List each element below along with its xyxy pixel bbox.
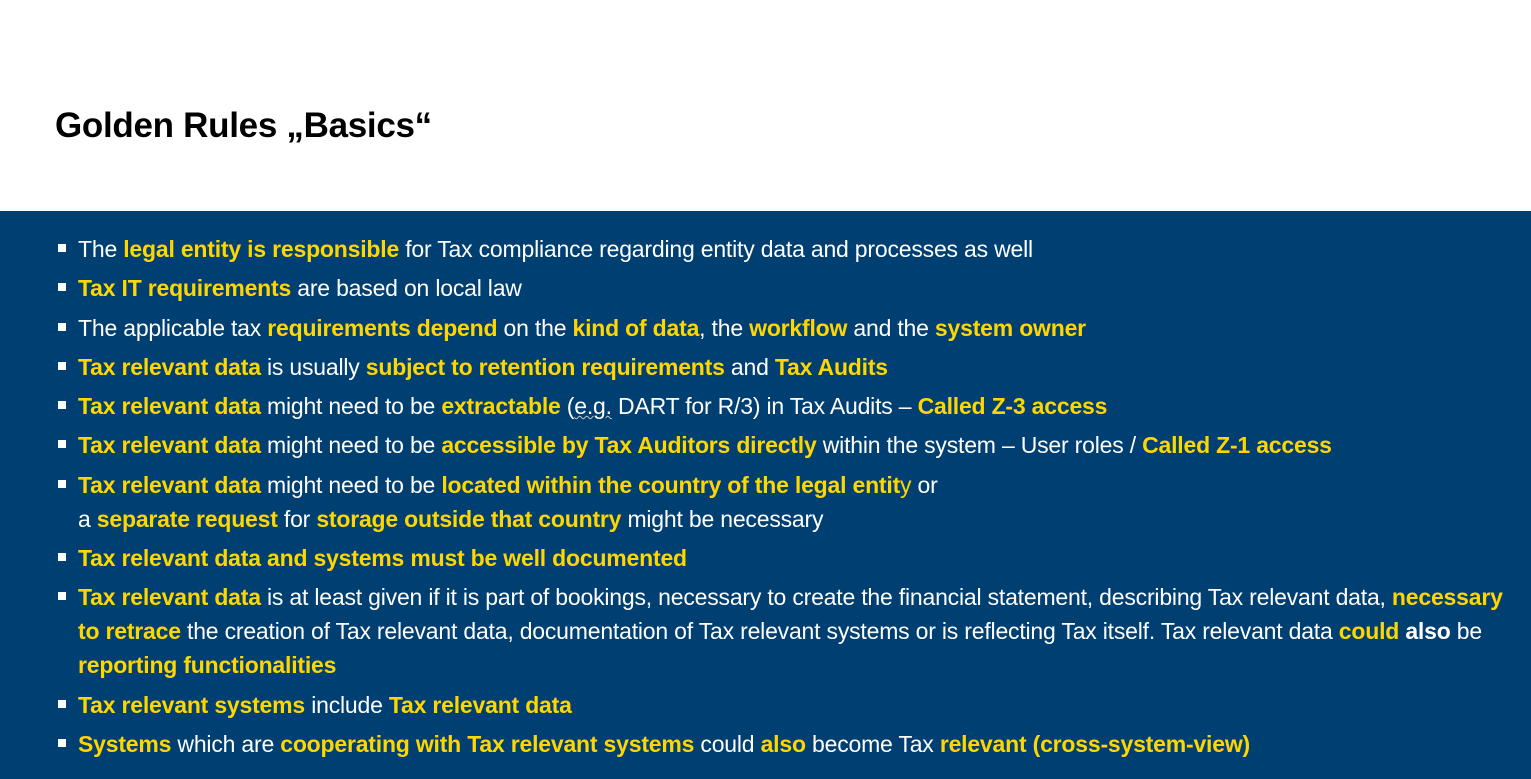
bullet-text: The applicable tax xyxy=(78,314,268,341)
bullet-text: could xyxy=(694,730,761,757)
square-bullet-icon xyxy=(58,283,66,291)
bullet-item xyxy=(56,727,1516,761)
highlighted-text: Tax relevant data xyxy=(78,432,261,459)
bullet-text: might be necessary xyxy=(621,505,824,532)
slide-title: Golden Rules „Basics“ xyxy=(55,106,432,145)
bullet-text: within the system – User roles / xyxy=(816,432,1143,459)
highlighted-text: Systems xyxy=(78,730,172,757)
square-bullet-icon xyxy=(58,440,66,448)
bullet-item xyxy=(56,232,1516,266)
bullet-text: become Tax xyxy=(805,730,940,757)
bullet-text: and the xyxy=(847,314,935,341)
highlighted-text: kind of data xyxy=(572,314,700,341)
bullet-item xyxy=(56,350,1516,384)
highlighted-text: relevant (cross-system-view) xyxy=(939,730,1250,757)
square-bullet-icon xyxy=(58,401,66,409)
content-band xyxy=(0,211,1531,779)
bullet-text: be xyxy=(1450,618,1489,645)
highlighted-text: requirements depend xyxy=(267,314,498,341)
square-bullet-icon xyxy=(58,739,66,747)
highlighted-text: accessible by Tax Auditors directly xyxy=(441,432,817,459)
bullet-item xyxy=(56,311,1516,345)
bullet-text: is usually xyxy=(260,353,366,380)
highlighted-text: Tax relevant data xyxy=(78,584,261,611)
highlighted-text: located within the country of the legal entit xyxy=(441,471,901,498)
bullet-text: also xyxy=(1405,618,1451,645)
highlighted-text: Called Z-3 access xyxy=(917,393,1108,420)
bullet-text: y xyxy=(900,471,912,498)
square-bullet-icon xyxy=(58,700,66,708)
highlighted-text: Called Z-1 access xyxy=(1142,432,1332,459)
bullet-text: ( xyxy=(560,393,575,420)
highlighted-text: Tax relevant data xyxy=(78,471,261,498)
bullet-text: or xyxy=(917,471,938,498)
highlighted-text: necessary to retrace xyxy=(78,584,1509,645)
bullet-text: e.g. xyxy=(574,393,612,420)
square-bullet-icon xyxy=(58,244,66,252)
square-bullet-icon xyxy=(58,362,66,370)
bullet-item xyxy=(56,468,1516,536)
bullet-text: for Tax compliance regarding entity data and processes as well xyxy=(399,236,1033,262)
highlighted-text: Tax relevant data xyxy=(388,691,572,718)
bullet-item xyxy=(56,688,1516,722)
highlighted-text: Tax relevant data and systems must be well documented xyxy=(78,545,687,572)
bullet-text: are based on local law xyxy=(291,275,522,302)
square-bullet-icon xyxy=(58,553,66,561)
highlighted-text: extractable xyxy=(441,393,561,420)
bullet-text: might need to be xyxy=(260,471,442,498)
bullet-item xyxy=(56,271,1516,305)
bullet-item xyxy=(56,580,1516,682)
bullet-text: might need to be xyxy=(260,432,442,459)
highlighted-text: could xyxy=(1338,618,1400,645)
highlighted-text: Tax relevant data xyxy=(78,393,261,420)
bullet-text: include xyxy=(305,691,389,718)
bullet-text: for xyxy=(277,505,317,532)
highlighted-text: storage outside that country xyxy=(316,505,622,532)
bullet-text: The xyxy=(78,236,124,262)
highlighted-text: cooperating with Tax relevant systems xyxy=(280,730,695,757)
bullet-text: might need to be xyxy=(260,393,442,420)
highlighted-text: system owner xyxy=(934,314,1086,341)
highlighted-text: legal entity is responsible xyxy=(123,236,400,262)
square-bullet-icon xyxy=(58,323,66,331)
highlighted-text: Tax IT requirements xyxy=(78,275,292,302)
bullet-text: , the xyxy=(699,314,750,341)
bullet-text: a xyxy=(78,505,97,532)
highlighted-text: subject to retention requirements xyxy=(365,353,725,380)
bullet-text: and xyxy=(724,353,775,380)
bullet-text: on the xyxy=(497,314,573,341)
bullet-text: is at least given if it is part of bookings, necessary to create the financial statement, describing Tax relevant data, xyxy=(260,584,1392,611)
highlighted-text: Tax relevant systems xyxy=(78,691,305,718)
highlighted-text: Tax relevant data xyxy=(78,353,261,380)
bullet-text: which are xyxy=(171,730,281,757)
highlighted-text: also xyxy=(760,730,806,757)
square-bullet-icon xyxy=(58,480,66,488)
highlighted-text: Tax Audits xyxy=(774,353,888,380)
bullet-list xyxy=(56,232,1516,766)
title-area xyxy=(0,0,1531,211)
bullet-text: DART for R/3) in Tax Audits – xyxy=(611,393,918,420)
bullet-text: the creation of Tax relevant data, documentation of Tax relevant systems or is reflecting Tax itself. Tax relevant data xyxy=(180,618,1339,645)
highlighted-text: separate request xyxy=(96,505,278,532)
highlighted-text: reporting functionalities xyxy=(78,652,337,679)
highlighted-text: workflow xyxy=(749,314,848,341)
square-bullet-icon xyxy=(58,592,66,600)
bullet-item xyxy=(56,389,1516,423)
bullet-item xyxy=(56,541,1516,575)
bullet-item xyxy=(56,428,1516,462)
